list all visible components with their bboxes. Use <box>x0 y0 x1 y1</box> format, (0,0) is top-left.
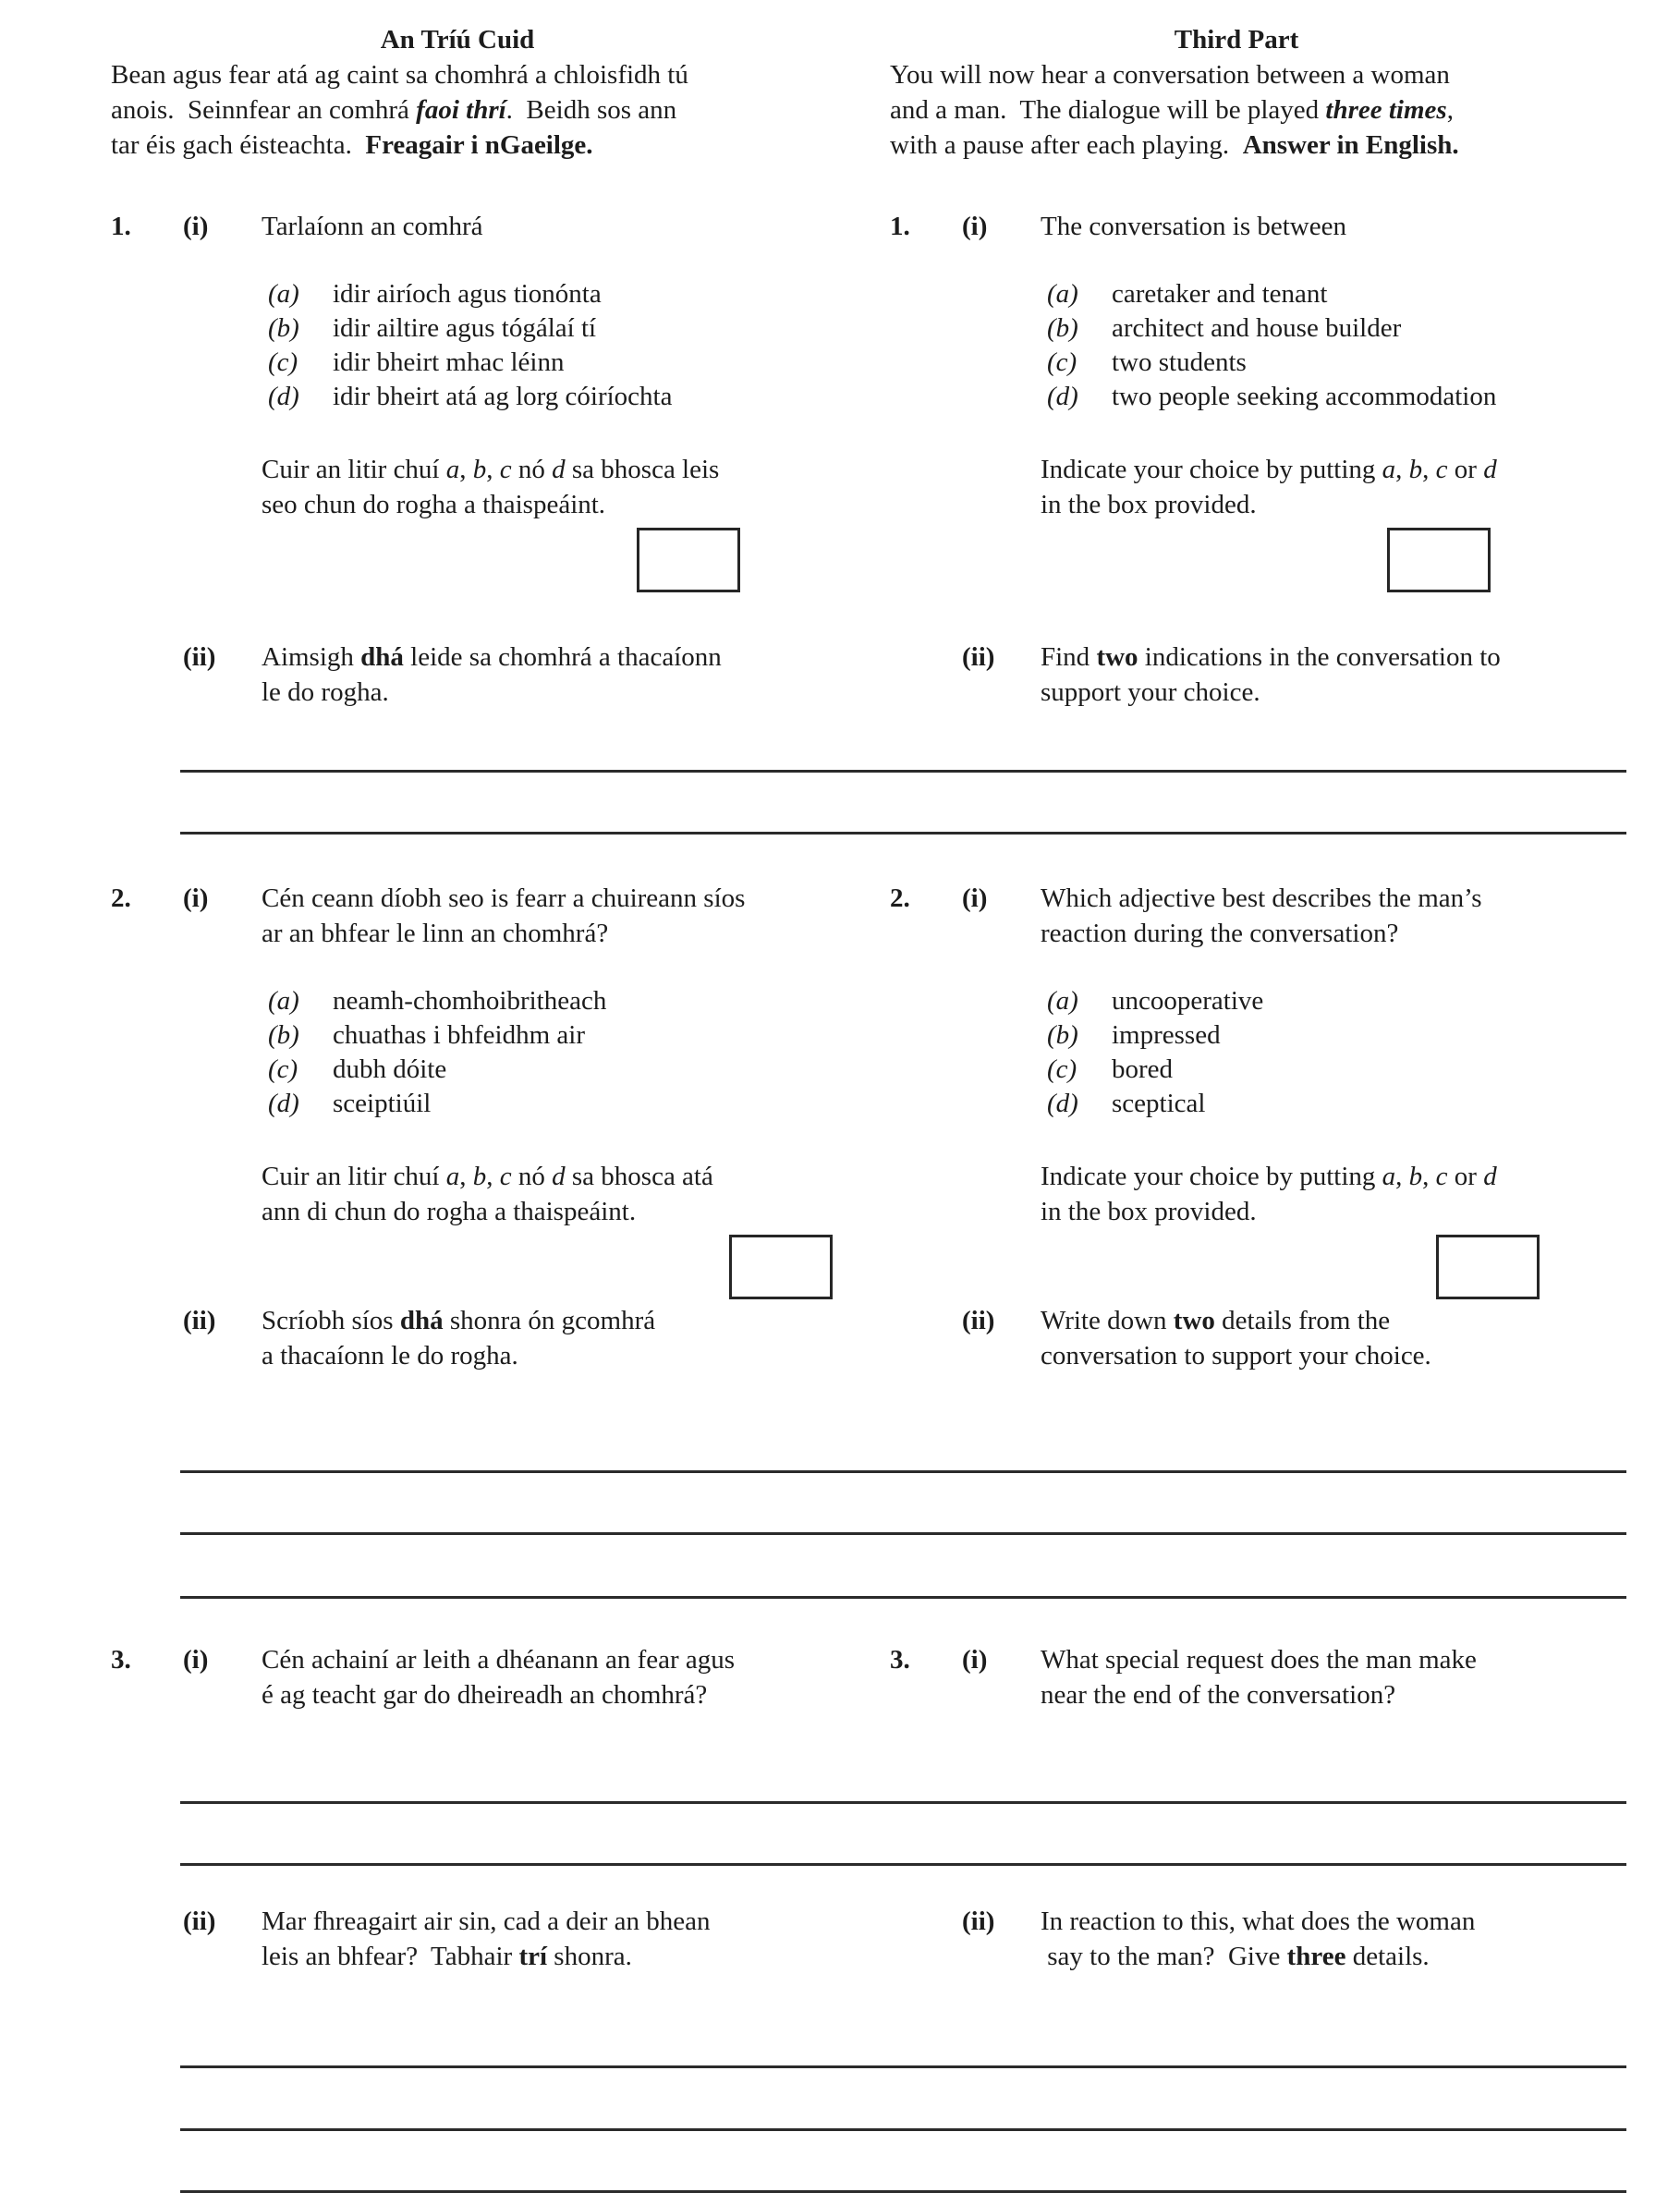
options-list <box>262 984 833 1121</box>
answer-box[interactable] <box>637 528 740 592</box>
option-c <box>262 1053 833 1087</box>
option-text: impressed <box>1112 1020 1221 1050</box>
option-text: idir airíoch agus tionónta <box>333 279 602 309</box>
option-letter: (a) <box>268 986 299 1016</box>
option-a <box>262 277 804 311</box>
question-text: What special request does the man make near the end of the conversation? <box>1041 1645 1477 1710</box>
question-2-irish <box>111 881 804 1373</box>
answer-line[interactable] <box>180 832 1626 835</box>
option-letter: (b) <box>268 1020 299 1050</box>
option-letter: (d) <box>1047 1089 1078 1118</box>
box-instruction: Cuir an litir chuí a, b, c nó d sa bhosca atá ann di chun do rogha a thaispeáint. <box>262 1162 713 1226</box>
option-letter: (a) <box>1047 279 1078 309</box>
option-letter: (a) <box>268 279 299 309</box>
part-label-ii: (ii) <box>183 642 216 672</box>
question-text: Which adjective best describes the man’s reaction during the conversation? <box>1041 883 1482 948</box>
option-letter: (a) <box>1047 986 1078 1016</box>
option-a <box>1041 277 1583 311</box>
option-d <box>1041 380 1583 414</box>
part-label-i: (i) <box>183 1645 209 1675</box>
option-c <box>262 346 804 380</box>
answer-line[interactable] <box>180 2128 1626 2131</box>
question-number: 1. <box>890 212 910 241</box>
task-text: In reaction to this, what does the woman say to the man? Give three details. <box>1041 1907 1476 1971</box>
question-1-english <box>890 209 1583 710</box>
question-2-section <box>0 881 1680 1373</box>
question-3ii-irish <box>111 1904 804 1974</box>
question-3i-section <box>0 1642 1680 1712</box>
options-list <box>1041 277 1583 414</box>
option-text: sceiptiúil <box>333 1089 432 1118</box>
answer-line[interactable] <box>180 770 1626 773</box>
option-a <box>1041 984 1583 1018</box>
question-1-section <box>0 209 1680 710</box>
option-text: neamh-chomhoibritheach <box>333 986 607 1016</box>
option-text: bored <box>1112 1054 1174 1084</box>
option-text: idir ailtire agus tógálaí tí <box>333 313 597 343</box>
option-letter: (c) <box>268 347 298 377</box>
question-text: The conversation is between <box>1041 212 1346 241</box>
option-letter: (b) <box>1047 313 1078 343</box>
question-number: 3. <box>890 1645 910 1675</box>
task-text: Write down two details from the conversation to support your choice. <box>1041 1306 1431 1371</box>
answer-line[interactable] <box>180 1863 1626 1866</box>
part-label-ii: (ii) <box>962 642 995 672</box>
option-text: dubh dóite <box>333 1054 447 1084</box>
box-instruction: Indicate your choice by putting a, b, c or d in the box provided. <box>1041 1162 1497 1226</box>
part-label-i: (i) <box>962 212 988 241</box>
option-text: two people seeking accommodation <box>1112 382 1497 411</box>
option-letter: (c) <box>1047 347 1077 377</box>
option-letter: (c) <box>1047 1054 1077 1084</box>
option-letter: (d) <box>268 1089 299 1118</box>
question-2-english <box>890 881 1583 1373</box>
option-letter: (b) <box>268 313 299 343</box>
option-c <box>1041 1053 1583 1087</box>
question-number: 3. <box>111 1645 131 1675</box>
option-text: two students <box>1112 347 1247 377</box>
option-text: uncooperative <box>1112 986 1264 1016</box>
option-text: chuathas i bhfeidhm air <box>333 1020 585 1050</box>
question-3ii-english <box>890 1904 1583 1974</box>
option-b <box>1041 1018 1583 1053</box>
task-text: Mar fhreagairt air sin, cad a deir an bhean leis an bhfear? Tabhair trí shonra. <box>262 1907 711 1971</box>
answer-line[interactable] <box>180 1596 1626 1599</box>
task-text: Find two indications in the conversation to support your choice. <box>1041 642 1501 707</box>
option-letter: (d) <box>268 382 299 411</box>
box-instruction: Cuir an litir chuí a, b, c nó d sa bhosca leis seo chun do rogha a thaispeáint. <box>262 455 720 519</box>
part-title-irish: An Tríú Cuid <box>380 25 535 55</box>
answer-line[interactable] <box>180 1470 1626 1473</box>
option-text: idir bheirt atá ag lorg cóiríochta <box>333 382 673 411</box>
options-list <box>1041 984 1583 1121</box>
part-label-i: (i) <box>183 212 209 241</box>
question-number: 1. <box>111 212 131 241</box>
option-text: idir bheirt mhac léinn <box>333 347 565 377</box>
intro-section <box>0 22 1680 163</box>
box-instruction: Indicate your choice by putting a, b, c or d in the box provided. <box>1041 455 1497 519</box>
part-label-i: (i) <box>962 1645 988 1675</box>
irish-column-intro <box>111 22 804 163</box>
part-label-ii: (ii) <box>183 1907 216 1936</box>
question-text: Cén ceann díobh seo is fearr a chuireann síos ar an bhfear le linn an chomhrá? <box>262 883 746 948</box>
question-number: 2. <box>111 883 131 913</box>
question-3i-english <box>890 1642 1583 1712</box>
part-label-i: (i) <box>183 883 209 913</box>
english-column-intro <box>890 22 1583 163</box>
option-b <box>1041 311 1583 346</box>
option-b <box>262 311 804 346</box>
question-3ii-section <box>0 1904 1680 1974</box>
intro-text-english: You will now hear a conversation between a woman and a man. The dialogue will be played three times, with a pause after each playing. Answer in English. <box>890 60 1459 160</box>
option-a <box>262 984 833 1018</box>
answer-line[interactable] <box>180 2065 1626 2068</box>
question-1-irish <box>111 209 804 710</box>
option-c <box>1041 346 1583 380</box>
options-list <box>262 277 804 414</box>
part-label-ii: (ii) <box>183 1306 216 1335</box>
answer-box[interactable] <box>1436 1235 1540 1299</box>
question-number: 2. <box>890 883 910 913</box>
part-title-english: Third Part <box>1174 25 1299 55</box>
answer-box[interactable] <box>729 1235 833 1299</box>
option-d <box>262 1087 833 1121</box>
option-text: architect and house builder <box>1112 313 1402 343</box>
question-text: Tarlaíonn an comhrá <box>262 212 483 241</box>
answer-box[interactable] <box>1387 528 1491 592</box>
part-label-ii: (ii) <box>962 1907 995 1936</box>
part-label-i: (i) <box>962 883 988 913</box>
option-d <box>262 380 804 414</box>
question-3i-irish <box>111 1642 804 1712</box>
option-d <box>1041 1087 1583 1121</box>
part-label-ii: (ii) <box>962 1306 995 1335</box>
question-text: Cén achainí ar leith a dhéanann an fear agus é ag teacht gar do dheireadh an chomhrá? <box>262 1645 736 1710</box>
intro-text-irish: Bean agus fear atá ag caint sa chomhrá a chloisfidh tú anois. Seinnfear an comhrá faoi thrí. Beidh sos ann tar éis gach éisteachta. Freagair i nGaeilge. <box>111 60 688 160</box>
option-b <box>262 1018 833 1053</box>
task-text: Scríobh síos dhá shonra ón gcomhrá a thacaíonn le do rogha. <box>262 1306 656 1371</box>
option-text: caretaker and tenant <box>1112 279 1328 309</box>
task-text: Aimsigh dhá leide sa chomhrá a thacaíonn le do rogha. <box>262 642 722 707</box>
answer-line[interactable] <box>180 1801 1626 1804</box>
answer-line[interactable] <box>180 1532 1626 1535</box>
option-text: sceptical <box>1112 1089 1206 1118</box>
option-letter: (b) <box>1047 1020 1078 1050</box>
option-letter: (c) <box>268 1054 298 1084</box>
option-letter: (d) <box>1047 382 1078 411</box>
